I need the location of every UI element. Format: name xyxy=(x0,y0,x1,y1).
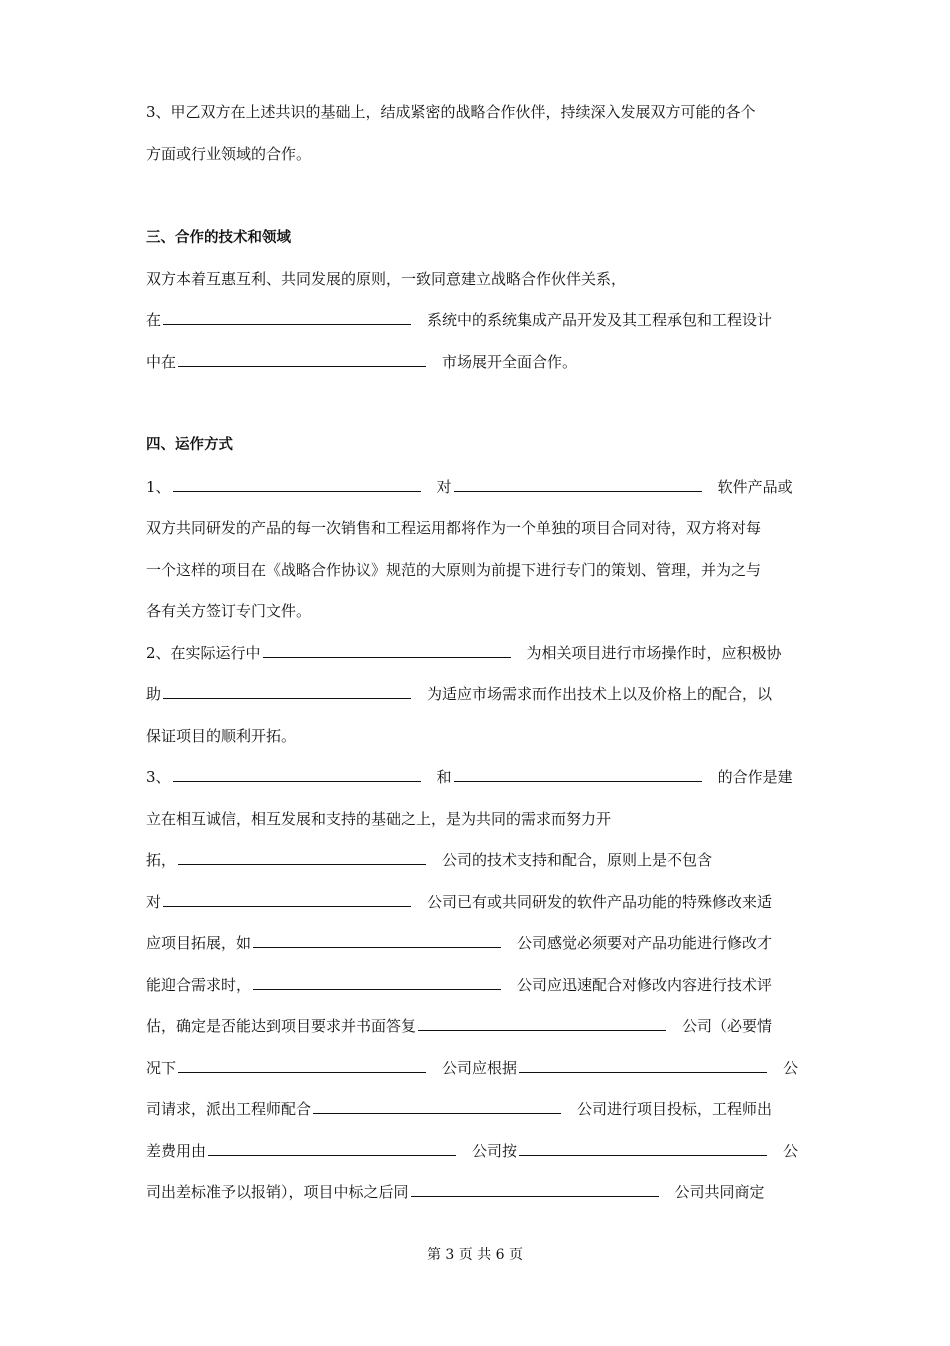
page-footer: 第 3 页 共 6 页 xyxy=(426,1247,524,1263)
section-4-item-3-line-1 xyxy=(146,765,806,789)
section-4-item-2-line-2 xyxy=(146,682,806,706)
section-4-item-1-line-3 xyxy=(146,558,806,582)
text: 各有关方签订专门文件。 xyxy=(146,602,312,620)
text: 市场展开全面合作。 xyxy=(442,353,578,371)
text: 立在相互诚信，相互发展和支持的基础之上，是为共同的需求而努力开 xyxy=(146,810,612,828)
paragraph-3-line-1 xyxy=(146,100,806,124)
blank-field[interactable] xyxy=(253,974,501,990)
paragraph-3-line-2 xyxy=(146,142,806,166)
text: 公司（必要情 xyxy=(682,1017,773,1035)
text: 一个这样的项目在《战略合作协议》规范的大原则为前提下进行专门的策划、管理，并为之与 xyxy=(146,561,762,579)
text: 为适应市场需求而作出技术上以及价格上的配合，以 xyxy=(427,685,773,703)
text: 3、甲乙双方在上述共识的基础上，结成紧密的战略合作伙伴，持续深入发展双方可能的各个 xyxy=(146,103,756,121)
section-4-item-1-line-4 xyxy=(146,599,806,623)
text: 公司应迅速配合对修改内容进行技术评 xyxy=(517,976,773,994)
text: 应项目拓展，如 xyxy=(146,934,252,952)
heading-text: 三、合作的技术和领域 xyxy=(146,230,291,246)
text: 1、 xyxy=(146,478,171,496)
text: 拓， xyxy=(146,851,177,869)
text: 差费用由 xyxy=(146,1142,207,1160)
text: 公司按 xyxy=(472,1142,518,1160)
blank-field[interactable] xyxy=(208,1140,456,1156)
text: 公司感觉必须要对产品功能进行修改才 xyxy=(517,934,773,952)
blank-field[interactable] xyxy=(454,476,702,492)
section-4-item-3-line-5 xyxy=(146,931,806,955)
blank-field[interactable] xyxy=(163,683,411,699)
text: 对 xyxy=(146,893,162,911)
section-4-item-3-line-11 xyxy=(146,1180,806,1204)
blank-field[interactable] xyxy=(519,1140,767,1156)
text: 3、 xyxy=(146,768,171,786)
section-3-heading xyxy=(146,226,806,250)
section-4-item-3-line-8 xyxy=(146,1056,806,1080)
text: 为相关项目进行市场操作时，应积极协 xyxy=(526,644,782,662)
blank-field[interactable] xyxy=(253,932,501,948)
text: 公司已有或共同研发的软件产品功能的特殊修改来适 xyxy=(427,893,773,911)
text: 对 xyxy=(436,478,452,496)
blank-field[interactable] xyxy=(178,1057,426,1073)
text: 公司应根据 xyxy=(442,1059,518,1077)
blank-field[interactable] xyxy=(411,1181,659,1197)
text: 中在 xyxy=(146,353,177,371)
section-4-heading xyxy=(146,433,806,457)
text: 方面或行业领域的合作。 xyxy=(146,145,312,163)
section-4-item-3-line-3 xyxy=(146,848,806,872)
section-3-line-2 xyxy=(146,308,806,332)
section-4-item-3-line-9 xyxy=(146,1097,806,1121)
text: 的合作是建 xyxy=(717,768,793,786)
blank-field[interactable] xyxy=(263,642,511,658)
text: 软件产品或 xyxy=(717,478,793,496)
text: 公司共同商定 xyxy=(674,1183,765,1201)
text: 双方本着互惠互利、共同发展的原则，一致同意建立战略合作伙伴关系， xyxy=(146,270,627,288)
section-3-line-1 xyxy=(146,267,806,291)
heading-text: 四、运作方式 xyxy=(146,437,233,453)
text: 公 xyxy=(783,1059,799,1077)
blank-field[interactable] xyxy=(454,766,702,782)
text: 估，确定是否能达到项目要求并书面答复 xyxy=(146,1017,417,1035)
text: 司请求，派出工程师配合 xyxy=(146,1100,312,1118)
section-4-item-3-line-6 xyxy=(146,973,806,997)
text: 公司的技术支持和配合，原则上是不包含 xyxy=(442,851,713,869)
section-4-item-2-line-1 xyxy=(146,641,806,665)
text: 双方共同研发的产品的每一次销售和工程运用都将作为一个单独的项目合同对待，双方将对每 xyxy=(146,519,762,537)
text: 助 xyxy=(146,685,162,703)
blank-field[interactable] xyxy=(519,1057,767,1073)
text: 保证项目的顺利开拓。 xyxy=(146,727,297,745)
blank-field[interactable] xyxy=(418,1015,666,1031)
text: 系统中的系统集成产品开发及其工程承包和工程设计 xyxy=(427,311,773,329)
section-4-item-2-line-3 xyxy=(146,724,806,748)
blank-field[interactable] xyxy=(178,351,426,367)
blank-field[interactable] xyxy=(178,849,426,865)
text: 在 xyxy=(146,311,162,329)
text: 司出差标准予以报销），项目中标之后同 xyxy=(146,1183,409,1201)
section-4-item-3-line-7 xyxy=(146,1014,806,1038)
blank-field[interactable] xyxy=(173,766,421,782)
section-4-item-3-line-2 xyxy=(146,807,806,831)
blank-field[interactable] xyxy=(173,476,421,492)
section-4-item-3-line-10 xyxy=(146,1139,806,1163)
section-4-item-3-line-4 xyxy=(146,890,806,914)
blank-field[interactable] xyxy=(313,1098,561,1114)
section-4-item-1-line-2 xyxy=(146,516,806,540)
blank-field[interactable] xyxy=(163,309,411,325)
section-3-line-3 xyxy=(146,350,806,374)
text: 和 xyxy=(436,768,452,786)
text: 能迎合需求时， xyxy=(146,976,252,994)
text: 2、在实际运行中 xyxy=(146,644,261,662)
text: 公司进行项目投标，工程师出 xyxy=(577,1100,773,1118)
text: 况下 xyxy=(146,1059,177,1077)
section-4-item-1-line-1 xyxy=(146,475,806,499)
blank-field[interactable] xyxy=(163,891,411,907)
text: 公 xyxy=(783,1142,799,1160)
